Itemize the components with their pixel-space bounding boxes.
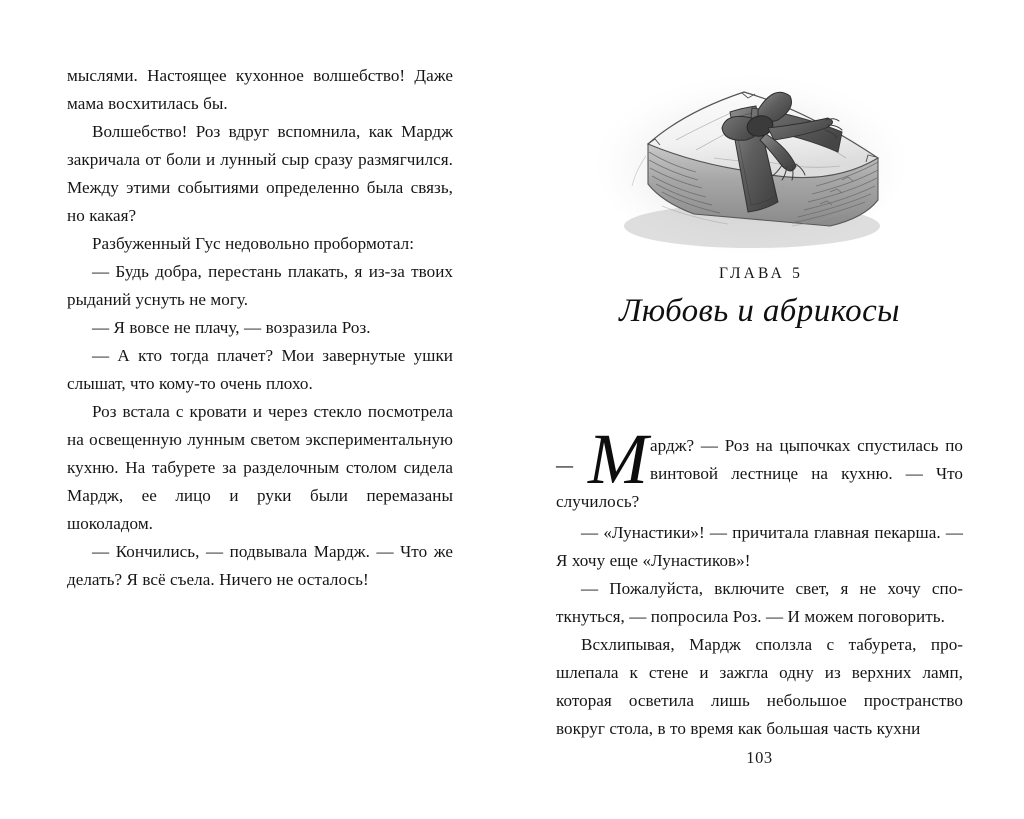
paragraph: — Пожалуйста, включите свет, я не хочу споткнуться, — попросила Роз. — И можем поговорить. [556, 579, 963, 626]
paragraph: Разбуженный Гус недовольно пробормотал: [92, 234, 415, 253]
paragraph: — «Лунастики»! — причитала главная пекарша. — Я хочу еще «Лунастиков»! [556, 523, 963, 570]
paragraph: Всхлипывая, Мардж сползла с табурета, прошлепала к стене и зажгла одну из верхних ламп, которая осветила лишь небольшое пространство вокруг стола, в то время как большая часть кухни [556, 635, 963, 738]
drop-cap: М [588, 419, 648, 499]
right-page [480, 0, 1024, 819]
stack-of-letters-tied-with-ribbon-icon [592, 66, 910, 252]
paragraph: — Я вовсе не плачу, — возразила Роз. [92, 318, 371, 337]
paragraph: Волшебство! Роз вдруг вспомнила, как Мардж закричала от боли и лунный сыр сразу размягчился. Между этими событиями определенно была связь, но какая? [67, 122, 453, 225]
left-text-column [67, 62, 453, 594]
paragraph: — А кто тогда плачет? Мои завернутые ушки слышат, что кому-то очень плохо. [67, 346, 453, 393]
chapter-title: Любовь и абрикосы [619, 293, 900, 329]
paragraph: — Будь добра, перестань плакать, я из-за твоих рыданий уснуть не могу. [67, 262, 453, 309]
page-number: 103 [746, 748, 773, 767]
chapter-heading [556, 264, 963, 331]
paragraph: Роз встала с кровати и через стекло посмотрела на освещенную лунным светом экспериментальную кухню. На табурете за разделочным столом сидела Мардж, ее лицо и руки были перемазаны шоколадом. [67, 402, 453, 533]
chapter-number-label: ГЛАВА 5 [718, 265, 804, 282]
closing-paragraph-block [556, 631, 963, 743]
paragraph: ардж? — Роз на цыпочках спустилась по винтовой лестнице на кухню. — Что случилось? [556, 436, 963, 511]
opening-em-dash: — [556, 456, 574, 475]
dialogue-block [556, 519, 963, 631]
paragraph: — Кончились, — подвывала Мардж. — Что же делать? Я всё съела. Ничего не осталось! [67, 542, 453, 589]
opening-paragraph-block [556, 419, 963, 516]
left-page [0, 0, 480, 819]
paragraph: мыслями. Настоящее кухонное волшебство! Даже мама восхитилась бы. [67, 66, 453, 113]
